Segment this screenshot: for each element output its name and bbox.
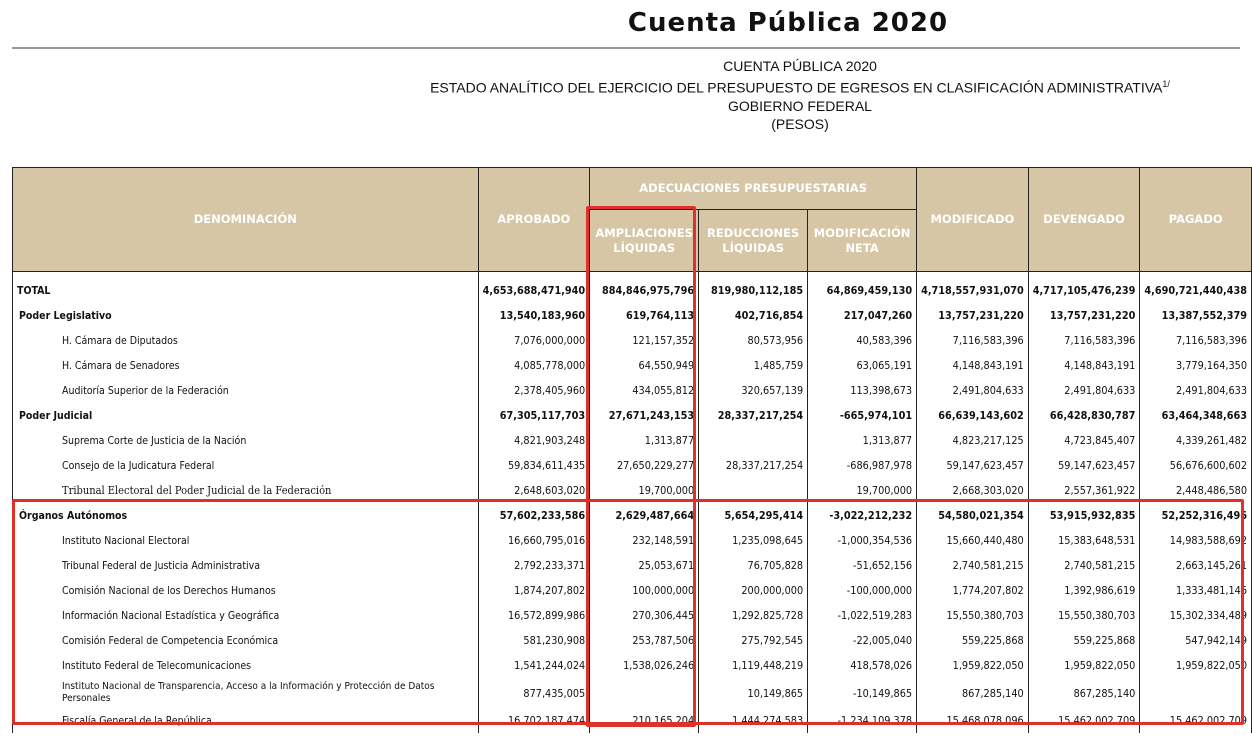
- table-row: [13, 478, 1252, 503]
- table-row: [13, 678, 1252, 708]
- table-row: [13, 428, 1252, 453]
- cell-value: 270,306,445: [590, 603, 699, 628]
- cell-value: 1,392,986,619: [1028, 578, 1140, 603]
- row-label: TOTAL: [13, 272, 479, 304]
- cell-value: 275,792,545: [699, 628, 808, 653]
- cell-value: 16,660,795,016: [478, 528, 590, 553]
- cell-value: 1,959,822,050: [1140, 653, 1252, 678]
- cell-value: 1,541,244,024: [478, 653, 590, 678]
- row-label: H. Cámara de Diputados: [13, 328, 479, 353]
- cell-value: 2,491,804,633: [1028, 378, 1140, 403]
- cell-value: 320,657,139: [699, 378, 808, 403]
- cell-value: 40,583,396: [808, 328, 917, 353]
- cell-value: 232,148,591: [590, 528, 699, 553]
- cell-value: 2,629,487,664: [590, 503, 699, 528]
- cell-value: 2,792,233,371: [478, 553, 590, 578]
- cell-value: 1,333,481,146: [1140, 578, 1252, 603]
- row-label: Información Nacional Estadística y Geográfica: [13, 603, 479, 628]
- cell-value: 76,705,828: [699, 553, 808, 578]
- row-label: Fiscalía General de la República: [13, 708, 479, 733]
- page-title: Cuenta Pública 2020: [627, 8, 949, 38]
- row-label: Comisión Federal de Competencia Económica: [13, 628, 479, 653]
- cell-value: 15,550,380,703: [917, 603, 1029, 628]
- cell-value: 53,915,932,835: [1028, 503, 1140, 528]
- report-titles: [420, 57, 1180, 133]
- cell-value: 867,285,140: [917, 678, 1029, 708]
- cell-value: 210,165,204: [590, 708, 699, 733]
- cell-value: 15,302,334,489: [1140, 603, 1252, 628]
- cell-value: 59,147,623,457: [1028, 453, 1140, 478]
- cell-value: 402,716,854: [699, 303, 808, 328]
- cell-value: 5,654,295,414: [699, 503, 808, 528]
- group-row: [13, 303, 1252, 328]
- col-header-pagado: PAGADO: [1140, 168, 1252, 272]
- cell-value: 4,717,105,476,239: [1028, 272, 1140, 304]
- cell-value: 1,313,877: [808, 428, 917, 453]
- cell-value: [1140, 678, 1252, 708]
- cell-value: 28,337,217,254: [699, 453, 808, 478]
- col-header-modificado: MODIFICADO: [917, 168, 1029, 272]
- cell-value: 877,435,005: [478, 678, 590, 708]
- cell-value: 1,235,098,645: [699, 528, 808, 553]
- cell-value: 2,378,405,960: [478, 378, 590, 403]
- cell-value: 1,959,822,050: [1028, 653, 1140, 678]
- cell-value: 16,572,899,986: [478, 603, 590, 628]
- cell-value: 4,148,843,191: [1028, 353, 1140, 378]
- cell-value: 27,650,229,277: [590, 453, 699, 478]
- cell-value: 56,676,600,602: [1140, 453, 1252, 478]
- cell-value: 28,337,217,254: [699, 403, 808, 428]
- report-title-line3: GOBIERNO FEDERAL: [728, 97, 872, 114]
- col-header-modificacion: MODIFICACIÓN NETA: [808, 210, 917, 272]
- cell-value: 19,700,000: [590, 478, 699, 503]
- cell-value: 2,491,804,633: [1140, 378, 1252, 403]
- cell-value: 2,491,804,633: [917, 378, 1029, 403]
- cell-value: 200,000,000: [699, 578, 808, 603]
- cell-value: 1,774,207,802: [917, 578, 1029, 603]
- cell-value: 2,648,603,020: [478, 478, 590, 503]
- cell-value: 13,387,552,379: [1140, 303, 1252, 328]
- table-row: [13, 528, 1252, 553]
- cell-value: -1,000,354,536: [808, 528, 917, 553]
- report-title-line4: (PESOS): [771, 115, 829, 132]
- cell-value: 52,252,316,496: [1140, 503, 1252, 528]
- cell-value: -1,234,109,378: [808, 708, 917, 733]
- cell-value: -51,652,156: [808, 553, 917, 578]
- cell-value: 14,983,588,692: [1140, 528, 1252, 553]
- cell-value: 54,580,021,354: [917, 503, 1029, 528]
- row-label: Instituto Nacional Electoral: [13, 528, 479, 553]
- row-label: Suprema Corte de Justicia de la Nación: [13, 428, 479, 453]
- row-label: Comisión Nacional de los Derechos Humanos: [13, 578, 479, 603]
- cell-value: 1,874,207,802: [478, 578, 590, 603]
- report-title-line1: CUENTA PÚBLICA 2020: [723, 58, 877, 74]
- cell-value: 4,339,261,482: [1140, 428, 1252, 453]
- cell-value: 66,428,830,787: [1028, 403, 1140, 428]
- cell-value: 100,000,000: [590, 578, 699, 603]
- cell-value: 2,668,303,020: [917, 478, 1029, 503]
- cell-value: 15,462,002,709: [1140, 708, 1252, 733]
- col-header-adecuaciones: ADECUACIONES PRESUPUESTARIAS: [590, 168, 917, 210]
- cell-value: 64,550,949: [590, 353, 699, 378]
- cell-value: 4,723,845,407: [1028, 428, 1140, 453]
- cell-value: 4,718,557,931,070: [917, 272, 1029, 304]
- cell-value: -10,149,865: [808, 678, 917, 708]
- cell-value: 547,942,149: [1140, 628, 1252, 653]
- table-row: [13, 353, 1252, 378]
- cell-value: 113,398,673: [808, 378, 917, 403]
- table-body: [13, 272, 1252, 734]
- cell-value: 559,225,868: [917, 628, 1029, 653]
- table-row: [13, 628, 1252, 653]
- row-label: H. Cámara de Senadores: [13, 353, 479, 378]
- table-row: [13, 553, 1252, 578]
- cell-value: 15,383,648,531: [1028, 528, 1140, 553]
- col-header-aprobado: APROBADO: [478, 168, 590, 272]
- cell-value: -22,005,040: [808, 628, 917, 653]
- cell-value: 7,116,583,396: [917, 328, 1029, 353]
- row-label: Tribunal Federal de Justicia Administrativa: [13, 553, 479, 578]
- cell-value: 1,959,822,050: [917, 653, 1029, 678]
- header-divider: [12, 47, 1240, 49]
- group-row: [13, 503, 1252, 528]
- cell-value: 619,764,113: [590, 303, 699, 328]
- col-header-reducciones: REDUCCIONES LÍQUIDAS: [699, 210, 808, 272]
- report-title-line2: ESTADO ANALÍTICO DEL EJERCICIO DEL PRESUPUESTO DE EGRESOS EN CLASIFICACIÓN $ADMINISTRATIVA^{1/}$: [430, 79, 1170, 96]
- cell-value: 253,787,506: [590, 628, 699, 653]
- cell-value: 1,444,274,583: [699, 708, 808, 733]
- row-label: Tribunal Electoral del Poder Judicial de la Federación: [13, 478, 479, 503]
- cell-value: 66,639,143,602: [917, 403, 1029, 428]
- cell-value: 13,757,231,220: [1028, 303, 1140, 328]
- row-label: Consejo de la Judicatura Federal: [13, 453, 479, 478]
- table-row: [13, 578, 1252, 603]
- cell-value: 121,157,352: [590, 328, 699, 353]
- cell-value: 4,148,843,191: [917, 353, 1029, 378]
- cell-value: 19,700,000: [808, 478, 917, 503]
- cell-value: 4,653,688,471,940: [478, 272, 590, 304]
- cell-value: 67,305,117,703: [478, 403, 590, 428]
- cell-value: 1,485,759: [699, 353, 808, 378]
- cell-value: 13,757,231,220: [917, 303, 1029, 328]
- cell-value: 1,538,026,246: [590, 653, 699, 678]
- group-row: [13, 403, 1252, 428]
- cell-value: 63,065,191: [808, 353, 917, 378]
- cell-value: 7,076,000,000: [478, 328, 590, 353]
- cell-value: 884,846,975,796: [590, 272, 699, 304]
- table-row: [13, 453, 1252, 478]
- cell-value: 15,550,380,703: [1028, 603, 1140, 628]
- col-header-devengado: DEVENGADO: [1028, 168, 1140, 272]
- cell-value: 25,053,671: [590, 553, 699, 578]
- cell-value: 1,292,825,728: [699, 603, 808, 628]
- cell-value: -686,987,978: [808, 453, 917, 478]
- cell-value: 15,660,440,480: [917, 528, 1029, 553]
- cell-value: 434,055,812: [590, 378, 699, 403]
- cell-value: 1,119,448,219: [699, 653, 808, 678]
- cell-value: 80,573,956: [699, 328, 808, 353]
- row-label: Instituto Nacional de Transparencia, Acceso a la Información y Protección de Datos Personales: [13, 678, 479, 708]
- cell-value: 16,702,187,474: [478, 708, 590, 733]
- cell-value: 2,740,581,215: [1028, 553, 1140, 578]
- cell-value: [699, 428, 808, 453]
- cell-value: 57,602,233,586: [478, 503, 590, 528]
- cell-value: 2,663,145,261: [1140, 553, 1252, 578]
- col-header-ampliaciones: AMPLIACIONES LÍQUIDAS: [590, 210, 699, 272]
- cell-value: 64,869,459,130: [808, 272, 917, 304]
- cell-value: -665,974,101: [808, 403, 917, 428]
- cell-value: 2,448,486,580: [1140, 478, 1252, 503]
- cell-value: 581,230,908: [478, 628, 590, 653]
- cell-value: 2,740,581,215: [917, 553, 1029, 578]
- cell-value: 15,468,078,096: [917, 708, 1029, 733]
- cell-value: 3,779,164,350: [1140, 353, 1252, 378]
- cell-value: 4,823,217,125: [917, 428, 1029, 453]
- row-label: Órganos Autónomos: [13, 503, 479, 528]
- cell-value: -3,022,212,232: [808, 503, 917, 528]
- table-row: [13, 708, 1252, 733]
- cell-value: -100,000,000: [808, 578, 917, 603]
- cell-value: 819,980,112,185: [699, 272, 808, 304]
- cell-value: 27,671,243,153: [590, 403, 699, 428]
- cell-value: 10,149,865: [699, 678, 808, 708]
- cell-value: 217,047,260: [808, 303, 917, 328]
- cell-value: 418,578,026: [808, 653, 917, 678]
- row-label: Auditoría Superior de la Federación: [13, 378, 479, 403]
- cell-value: 13,540,183,960: [478, 303, 590, 328]
- table-row: [13, 328, 1252, 353]
- cell-value: 7,116,583,396: [1028, 328, 1140, 353]
- cell-value: 59,834,611,435: [478, 453, 590, 478]
- table-row: [13, 603, 1252, 628]
- table-row: [13, 378, 1252, 403]
- footnote-marker: 1/: [1162, 79, 1170, 89]
- cell-value: 2,557,361,922: [1028, 478, 1140, 503]
- cell-value: [699, 478, 808, 503]
- cell-value: 559,225,868: [1028, 628, 1140, 653]
- cell-value: 867,285,140: [1028, 678, 1140, 708]
- cell-value: 63,464,348,663: [1140, 403, 1252, 428]
- col-header-denominacion: DENOMINACIÓN: [13, 168, 479, 272]
- row-label: Instituto Federal de Telecomunicaciones: [13, 653, 479, 678]
- cell-value: 4,085,778,000: [478, 353, 590, 378]
- cell-value: 7,116,583,396: [1140, 328, 1252, 353]
- cell-value: 59,147,623,457: [917, 453, 1029, 478]
- row-label: Poder Legislativo: [13, 303, 479, 328]
- table-row: [13, 653, 1252, 678]
- cell-value: [590, 678, 699, 708]
- row-label: Poder Judicial: [13, 403, 479, 428]
- cell-value: 1,313,877: [590, 428, 699, 453]
- total-row: [13, 272, 1252, 304]
- budget-table: [12, 167, 1252, 733]
- cell-value: 4,821,903,248: [478, 428, 590, 453]
- cell-value: -1,022,519,283: [808, 603, 917, 628]
- cell-value: 15,462,002,709: [1028, 708, 1140, 733]
- cell-value: 4,690,721,440,438: [1140, 272, 1252, 304]
